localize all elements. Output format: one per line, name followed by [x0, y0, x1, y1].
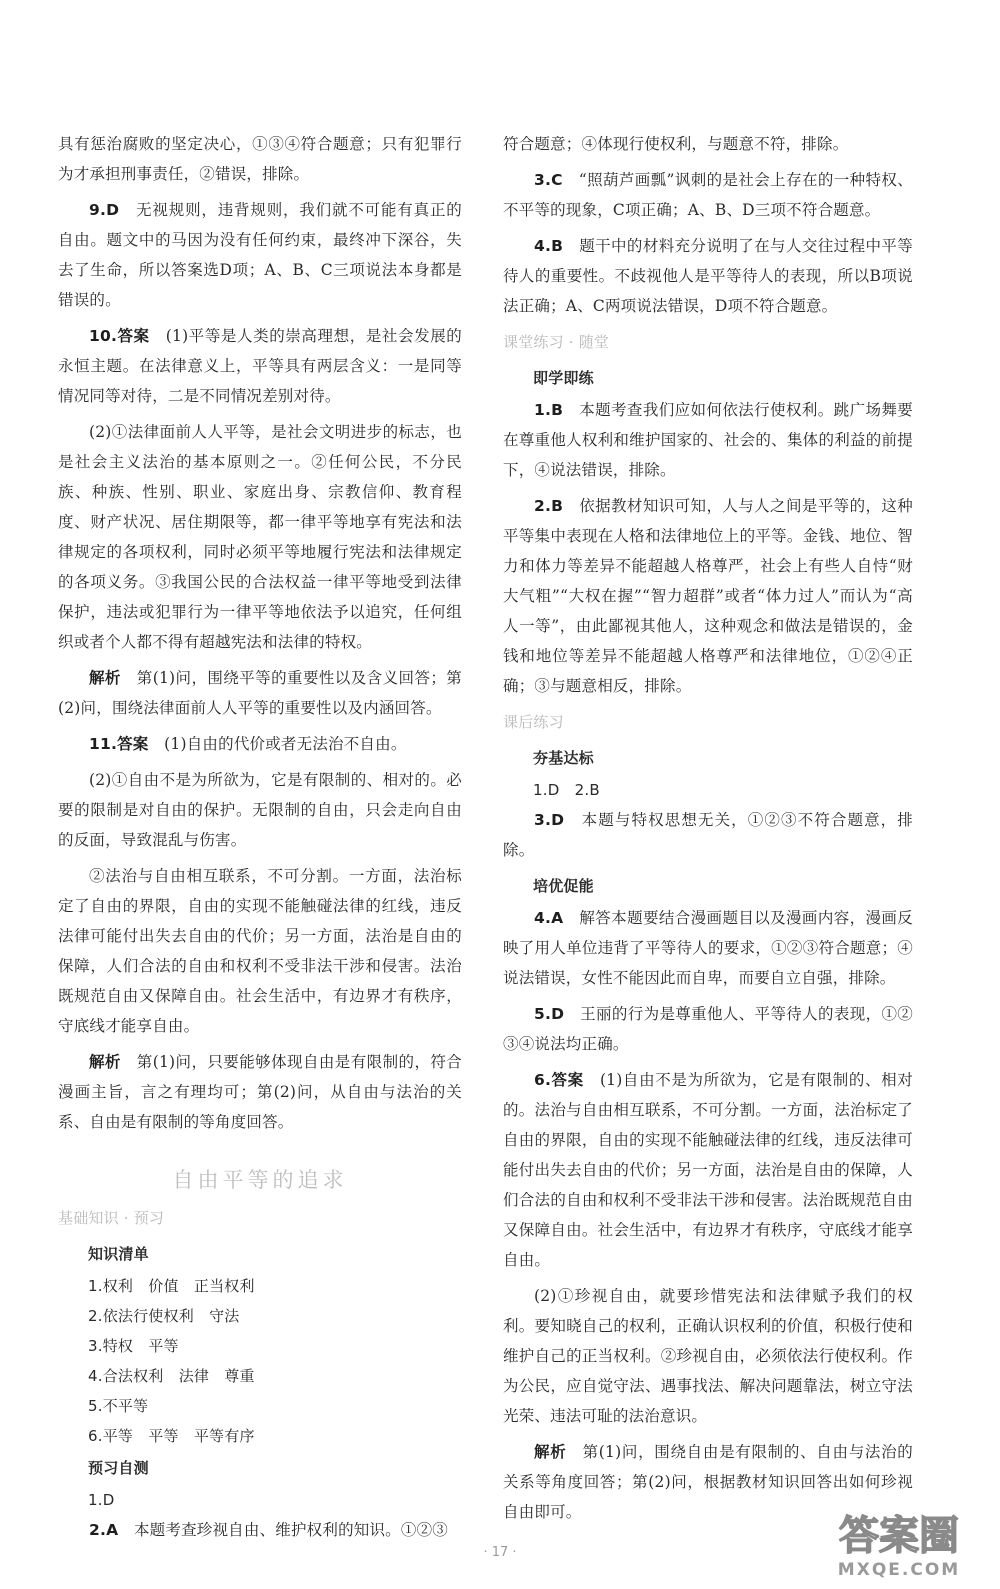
analysis-text: 第(1)问，只要能够体现自由是有限制的，符合漫画主旨，言之有理均可；第(2)问，从自由与法治的关系、自由是有限制的等角度回答。 [58, 1053, 462, 1131]
question-11-answer-3: ②法治与自由相互联系，不可分割。一方面，法治标定了自由的界限，自由的实现不能触碰法律的红线，违反法律可能付出失去自由的代价；另一方面，法治是自由的保障，人们合法的自由和权利不受非法干涉和侵害。法治既规范自由又保障自由。社会生活中，有边界才有秩序，守底线才能享自由。 [58, 867, 462, 1035]
foundation-items: 1.D 2.B [533, 781, 600, 799]
ability-5 [503, 999, 913, 1059]
question-number: 5.D [534, 1005, 565, 1023]
analysis-text: 第(1)问，围绕自由是有限制的、自由与法治的关系等角度回答；第(2)问，根据教材知识回答出如何珍视自由即可。 [503, 1443, 913, 1521]
question-11-answer-2: (2)①自由不是为所欲为，它是有限制的、相对的。必要的限制是对自由的保护。无限制的自由，只会走向自由的反面，导致混乱与伤害。 [58, 771, 462, 849]
ability-6-answer-2: (2)①珍视自由，就要珍惜宪法和法律赋予我们的权利。要知晓自己的权利，正确认识权利的价值，积极行使和维护自己的正当权利。②珍视自由，必须依法行使权利。作为公民，应自觉守法、遇事找法、解决问题靠法，树立守法光荣、违法可耻的法治意识。 [503, 1287, 913, 1425]
question-number: 3.C [534, 171, 563, 189]
answer-text: (1)自由的代价或者无法治不自由。 [164, 735, 407, 753]
question-number: 1.B [534, 401, 564, 419]
foundation-3 [503, 805, 913, 865]
analysis-label: 解析 [89, 669, 121, 687]
question-number: 3.D [534, 811, 565, 829]
question-text: 无视规则，违背规则，我们就不可能有真正的自由。题文中的马因为没有任何约束，最终冲下深谷，失去了生命，所以答案选D项；A、B、C三项说法本身都是错误的。 [58, 201, 462, 309]
question-text: 本题考查我们应如何依法行使权利。跳广场舞要在尊重他人权利和维护国家的、社会的、集体的利益的前提下，④说法错误，排除。 [503, 401, 913, 479]
answer-label: 答案 [117, 735, 149, 753]
question-text: 本题与特权思想无关，①②③不符合题意，排除。 [503, 811, 913, 859]
knowledge-item: 6.平等 平等 平等有序 [88, 1427, 255, 1445]
faint-section-label: 课堂练习 · 随堂 [503, 333, 610, 351]
question-4 [503, 231, 913, 321]
question-number: 4.B [534, 237, 564, 255]
paragraph-continuation: 具有惩治腐败的坚定决心，①③④符合题意；只有犯罪行为才承担刑事责任，②错误，排除。 [58, 135, 462, 183]
practice-heading: 即学即练 [533, 369, 594, 387]
question-text: “照葫芦画瓢”讽刺的是社会上存在的一种特权、不平等的现象，C项正确；A、B、D三项不符合题意。 [503, 171, 914, 219]
question-text: 解答本题要结合漫画题目以及漫画内容，漫画反映了用人单位违背了平等待人的要求，①②③符合题意；④说法错误，女性不能因此而自卑，而要自立自强，排除。 [503, 909, 913, 987]
knowledge-item: 5.不平等 [88, 1397, 149, 1415]
preview-heading: 预习自测 [88, 1459, 149, 1477]
question-number: 2.A [89, 1521, 119, 1539]
knowledge-heading: 知识清单 [88, 1245, 149, 1263]
watermark-logo [810, 1503, 988, 1583]
question-number: 11. [89, 735, 118, 753]
knowledge-item: 3.特权 平等 [88, 1337, 179, 1355]
answer-label: 答案 [117, 327, 150, 345]
foundation-heading: 夯基达标 [533, 749, 594, 767]
question-number: 2.B [534, 497, 564, 515]
paragraph-continuation: 符合题意；④体现行使权利，与题意不符，排除。 [503, 135, 849, 153]
question-9 [58, 195, 462, 315]
knowledge-item: 2.依法行使权利 守法 [88, 1307, 240, 1325]
question-number: 9.D [89, 201, 120, 219]
question-text: 王丽的行为是尊重他人、平等待人的表现，①②③④说法均正确。 [503, 1005, 913, 1053]
knowledge-item: 4.合法权利 法律 尊重 [88, 1367, 255, 1385]
question-number: 4.A [534, 909, 564, 927]
knowledge-item: 1.权利 价值 正当权利 [88, 1277, 255, 1295]
question-11-answer [58, 729, 462, 759]
watermark-text: 答案圈 [839, 1513, 959, 1559]
left-column [58, 129, 462, 1545]
question-text: 本题考查珍视自由、维护权利的知识。①②③ [133, 1521, 448, 1539]
question-text: 依据教材知识可知，人与人之间是平等的，这种平等集中表现在人格和法律地位上的平等。金钱、地位、智力和体力等差异不能超越人格尊严，社会上有些人自恃“财大气粗”“大权在握”“智力超群”或者“体力过人”而认为“高人一等”，由此鄙视其他人，这种观念和做法是错误的，金钱和地位等差异不能超越人格尊严和法律地位，①②④正确；③与题意相反，排除。 [503, 497, 913, 695]
question-11-analysis [58, 1047, 462, 1137]
analysis-label: 解析 [89, 1053, 121, 1071]
analysis-text: 第(1)问，围绕平等的重要性以及含义回答；第(2)问，围绕法律面前人人平等的重要性以及内涵回答。 [58, 669, 462, 717]
answer-text: (1)自由不是为所欲为，它是有限制的、相对的。法治与自由相互联系，不可分割。一方面，法治标定了自由的界限，自由的实现不能触碰法律的红线，违反法律可能付出失去自由的代价；另一方面，法治是自由的保障，人们合法的自由和权利不受非法干涉和侵害。法治既规范自由又保障自由。社会生活中，有边界才有秩序，守底线才能享自由。 [503, 1071, 913, 1269]
question-10-answer-2: (2)①法律面前人人平等，是社会文明进步的标志，也是社会主义法治的基本原则之一。②任何公民，不分民族、种族、性别、职业、家庭出身、宗教信仰、教育程度、财产状况、居住期限等，都一律平等地享有宪法和法律规定的各项权利，同时必须平等地履行宪法和法律规定的各项义务。③我国公民的合法权益一律平等地受到法律保护，违法或犯罪行为一律平等地依法予以追究，任何组织或者个人都不得有超越宪法和法律的特权。 [58, 423, 462, 651]
right-column [503, 129, 913, 1527]
preview-item-1: 1.D [88, 1491, 115, 1509]
question-number: 10. [89, 327, 118, 345]
practice-1 [503, 395, 913, 485]
watermark-url: MXQE.COM [837, 1560, 961, 1580]
ability-6-answer [503, 1065, 913, 1275]
question-10-analysis [58, 663, 462, 723]
faint-section-label: 课后练习 [503, 713, 564, 731]
analysis-label: 解析 [534, 1443, 567, 1461]
answer-text: (1)平等是人类的崇高理想，是社会发展的永恒主题。在法律意义上，平等具有两层含义：一是同等情况同等对待，二是不同情况差别对待。 [58, 327, 463, 405]
practice-2 [503, 491, 913, 701]
preview-item-2 [58, 1515, 462, 1545]
question-10-answer [58, 321, 462, 411]
ability-4 [503, 903, 913, 993]
answer-label: 答案 [551, 1071, 584, 1089]
question-text: 题干中的材料充分说明了在与人交往过程中平等待人的重要性。不歧视他人是平等待人的表现，所以B项说法正确；A、C两项说法错误，D项不符合题意。 [503, 237, 913, 315]
section-title: 自由平等的追求 [172, 1168, 348, 1192]
question-3 [503, 165, 913, 225]
question-number: 6. [534, 1071, 552, 1089]
page-number: · 17 · [483, 1545, 517, 1560]
section-subtitle: 基础知识 · 预习 [58, 1209, 165, 1227]
ability-heading: 培优促能 [533, 877, 594, 895]
